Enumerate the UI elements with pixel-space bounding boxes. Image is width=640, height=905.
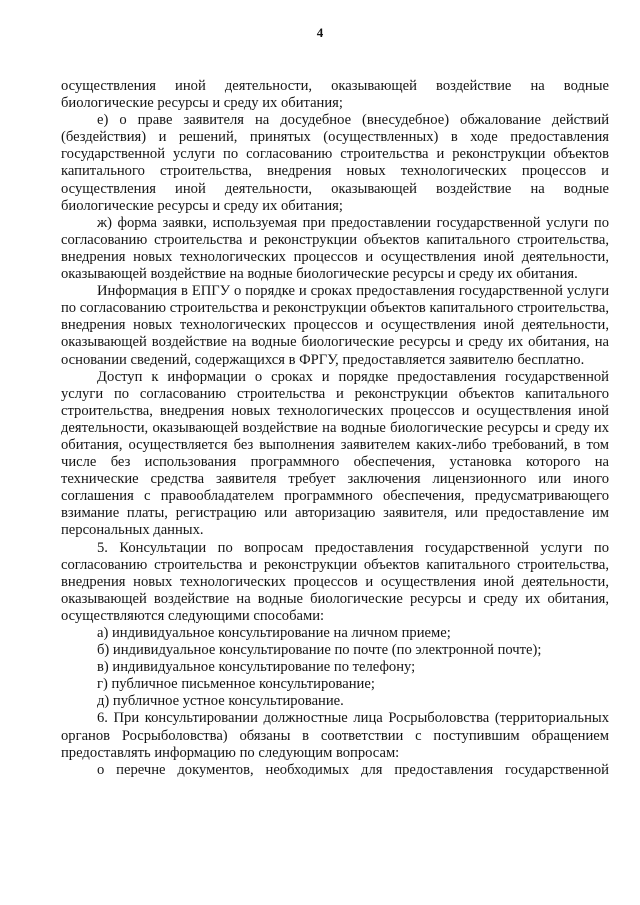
page-number: 4: [316, 25, 324, 40]
paragraph: в) индивидуальное консультирование по телефону;: [97, 659, 416, 676]
paragraph: б) индивидуальное консультирование по почте (по электронной почте);: [97, 642, 542, 659]
paragraph: осуществления иной деятельности, оказывающей воздействие на водные биологические ресурсы и среду их обитания;: [61, 78, 609, 112]
paragraph: ж) форма заявки, используемая при предоставлении государственной услуги по согласованию строительства и реконструкции объектов капитального строительства, внедрения новых технологических процессов и осуществления иной деятельности, оказывающей воздействие на водные биологические ресурсы и среду их обитания.: [61, 214, 609, 283]
paragraph: е) о праве заявителя на досудебное (внесудебное) обжалование действий (бездействия) и решений, принятых (осуществленных) в ходе предоставления государственной услуги по согласованию строительства и реконструкции объектов капитального строительства, внедрения новых технологических процессов и осуществления иной деятельности, оказывающей воздействие на водные биологические ресурсы и среду их обитания;: [61, 112, 609, 214]
paragraph: Доступ к информации о сроках и порядке предоставления государственной услуги по согласованию строительства и реконструкции объектов капитального строительства, внедрения новых технологических процессов и осуществления иной деятельности, оказывающей воздействие на водные биологические ресурсы и среду их обитания, осуществляется без выполнения заявителем каких-либо требований, в том числе без использования программного обеспечения, установка которого на технические средства заявителя требует заключения лицензионного или иного соглашения с правообладателем программного обеспечения, предусматривающего взимание платы, регистрацию или авторизацию заявителя, или предоставление им персональных данных.: [61, 368, 609, 539]
paragraph: г) публичное письменное консультирование;: [97, 676, 375, 693]
paragraph: о перечне документов, необходимых для предоставления государственной: [97, 761, 609, 778]
paragraph: Информация в ЕПГУ о порядке и сроках предоставления государственной услуги по согласованию строительства и реконструкции объектов капитального строительства, внедрения новых технологических процессов и осуществления иной деятельности, оказывающей воздействие на водные биологические ресурсы и среду их обитания, на основании сведений, содержащихся в ФРГУ, предоставляется заявителю бесплатно.: [61, 283, 609, 368]
paragraph: 6. При консультировании должностные лица Росрыболовства (территориальных органов Росрыболовства) обязаны в соответствии с поступившим обращением предоставлять информацию по следующим вопросам:: [61, 710, 609, 761]
document-body: [61, 78, 609, 779]
paragraph: д) публичное устное консультирование.: [97, 693, 344, 710]
paragraph: а) индивидуальное консультирование на личном приеме;: [97, 625, 451, 641]
paragraph: 5. Консультации по вопросам предоставления государственной услуги по согласованию строительства и реконструкции объектов капитального строительства, внедрения новых технологических процессов и осуществления иной деятельности, оказывающей воздействие на водные биологические ресурсы и среду их обитания, осуществляются следующими способами:: [61, 539, 609, 624]
